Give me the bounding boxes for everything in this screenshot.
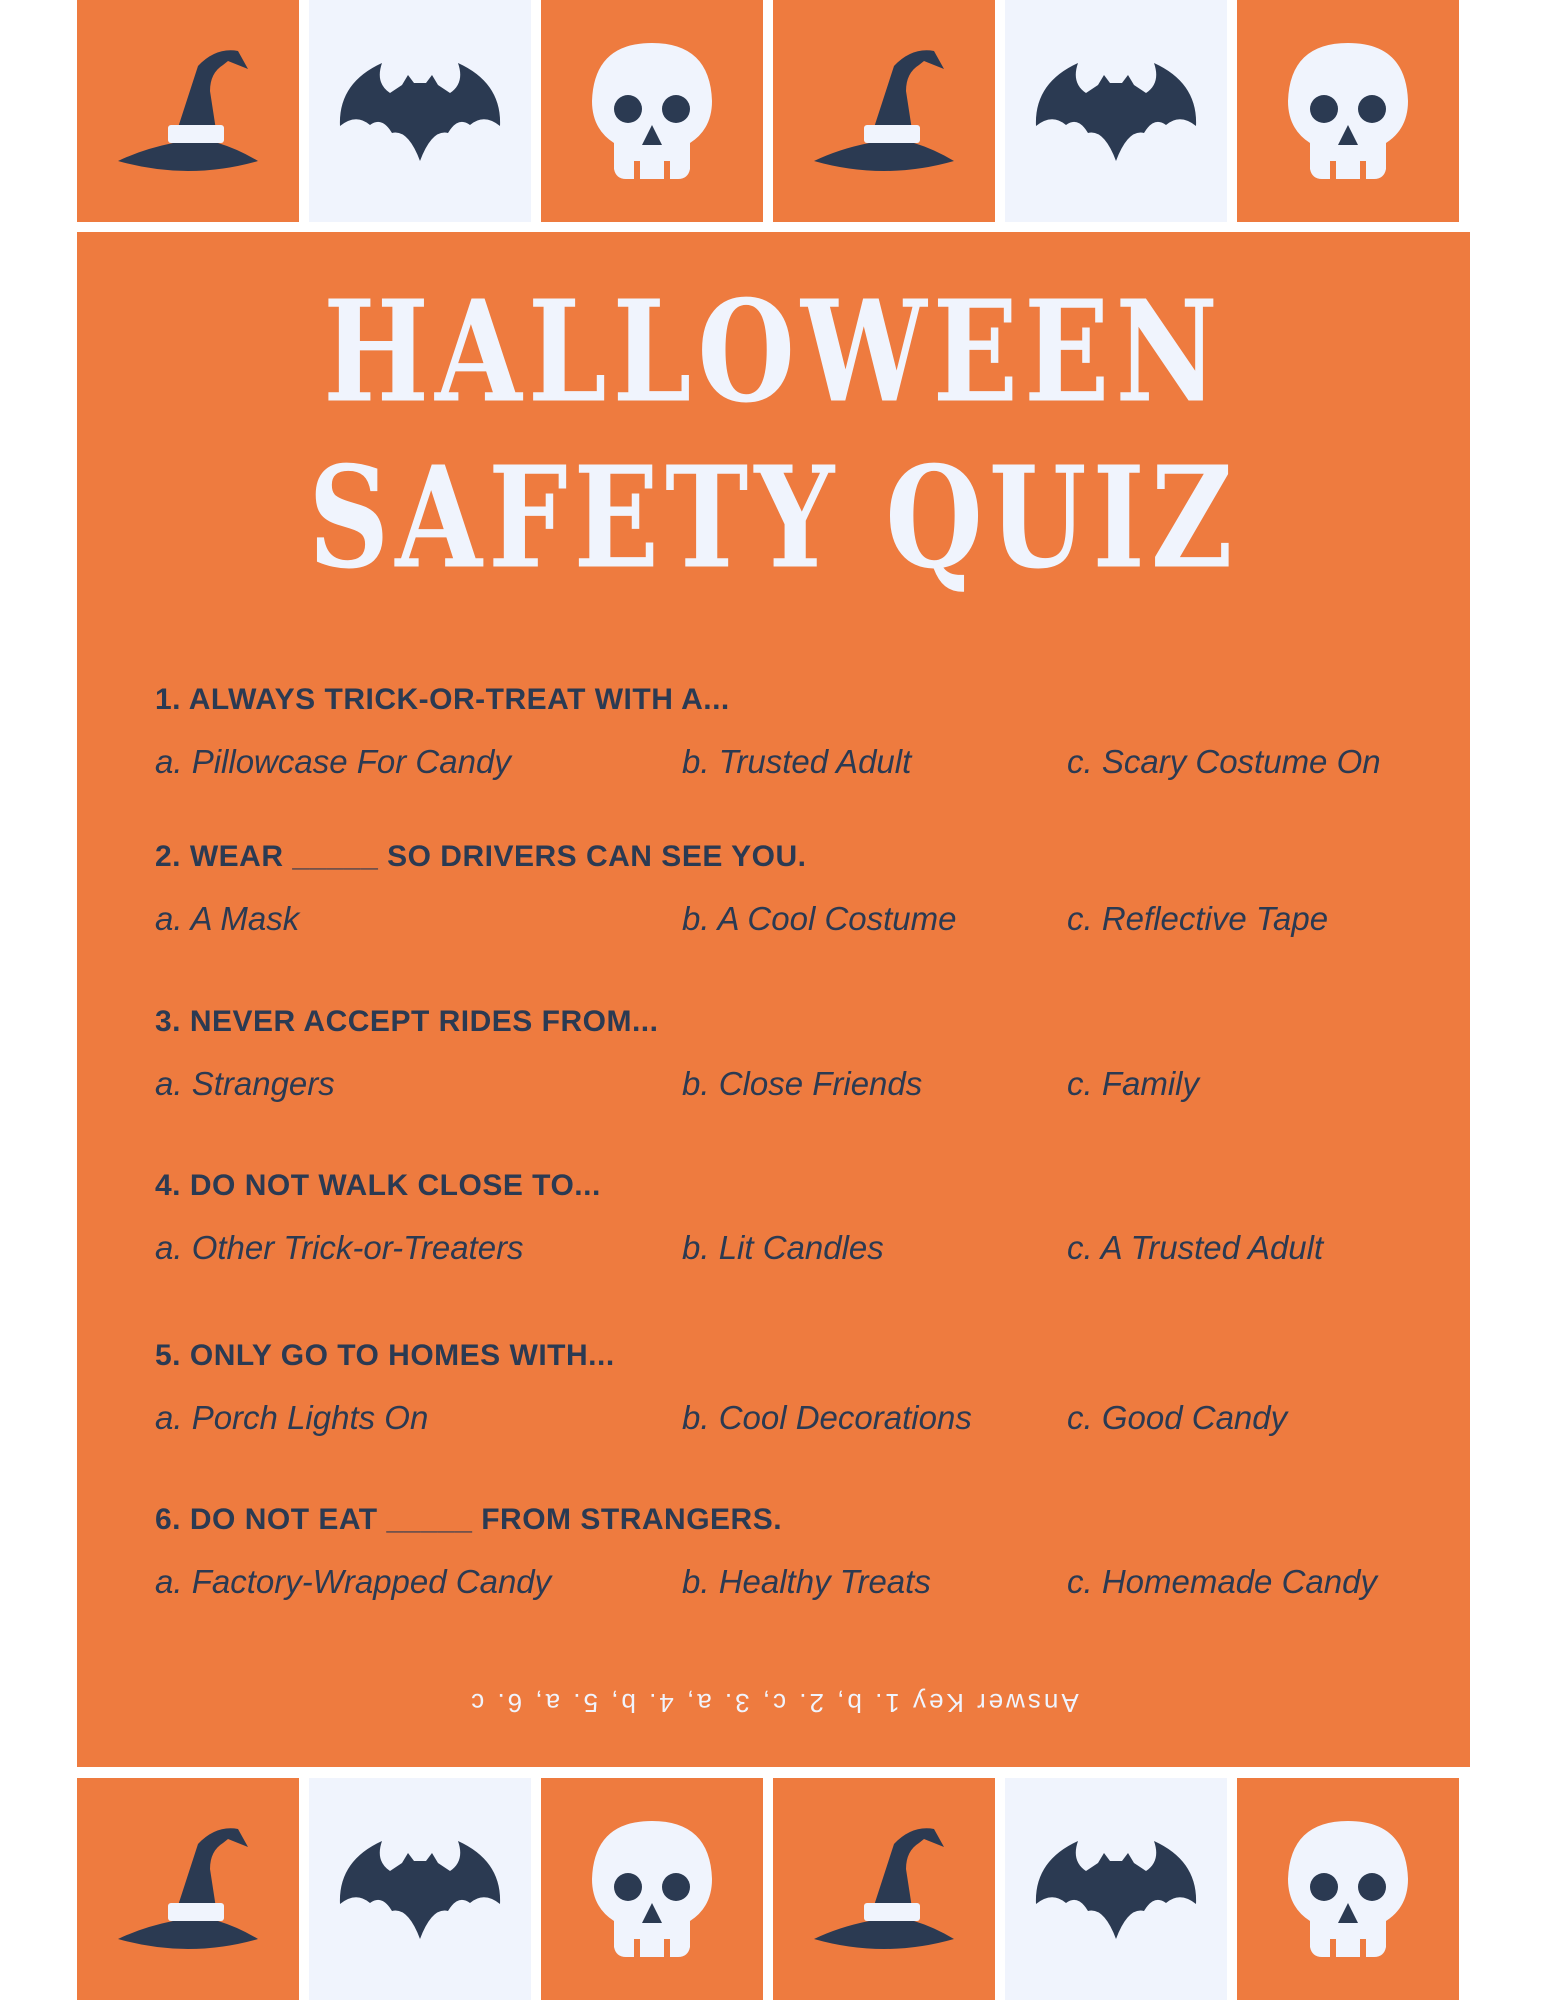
question-prompt: 6. DO NOT EAT _____ FROM STRANGERS. — [155, 1503, 783, 1536]
option-c: c. Family — [1067, 1065, 1199, 1102]
option-a: a. Pillowcase For Candy — [155, 743, 511, 780]
tile-bat — [1005, 1778, 1227, 2000]
question-prompt: 1. ALWAYS TRICK-OR-TREAT WITH A... — [155, 683, 730, 716]
option-c: c. Homemade Candy — [1067, 1563, 1377, 1600]
question-5 — [155, 1336, 1425, 1442]
question-prompt: 5. ONLY GO TO HOMES WITH... — [155, 1339, 615, 1372]
option-a: a. Strangers — [155, 1065, 335, 1102]
option-b: b. Lit Candles — [682, 1229, 884, 1266]
bat-icon — [1026, 1799, 1206, 1979]
option-b: b. A Cool Costume — [682, 900, 957, 937]
question-prompt: 3. NEVER ACCEPT RIDES FROM... — [155, 1005, 659, 1038]
option-b: b. Healthy Treats — [682, 1563, 931, 1600]
bat-icon — [330, 21, 510, 201]
question-options — [155, 1060, 1425, 1108]
option-a: a. Porch Lights On — [155, 1399, 429, 1436]
question-4 — [155, 1166, 1425, 1272]
tile-witch-hat — [77, 0, 299, 222]
question-2 — [155, 837, 1425, 943]
quiz-panel — [77, 232, 1470, 1767]
tile-skull — [1237, 0, 1459, 222]
title-line-2: SAFETY QUIZ — [308, 436, 1239, 601]
skull-icon — [562, 21, 742, 201]
option-c: c. A Trusted Adult — [1067, 1229, 1324, 1266]
witch-hat-icon — [98, 21, 278, 201]
question-options — [155, 1394, 1425, 1442]
title-line-1: HALLOWEEN — [323, 270, 1224, 435]
tile-witch-hat — [77, 1778, 299, 2000]
bat-icon — [1026, 21, 1206, 201]
question-options — [155, 1224, 1425, 1272]
question-6 — [155, 1500, 1425, 1606]
tile-witch-hat — [773, 0, 995, 222]
option-b: b. Close Friends — [682, 1065, 923, 1102]
option-a: a. Factory-Wrapped Candy — [155, 1563, 552, 1600]
option-c: c. Reflective Tape — [1067, 900, 1329, 937]
tile-bat — [1005, 0, 1227, 222]
question-options — [155, 1558, 1425, 1606]
witch-hat-icon — [794, 1799, 974, 1979]
option-b: b. Cool Decorations — [682, 1399, 972, 1436]
option-a: a. A Mask — [155, 900, 300, 937]
skull-icon — [562, 1799, 742, 1979]
tile-skull — [1237, 1778, 1459, 2000]
skull-icon — [1258, 21, 1438, 201]
question-prompt: 2. WEAR _____ SO DRIVERS CAN SEE YOU. — [155, 840, 807, 873]
witch-hat-icon — [98, 1799, 278, 1979]
question-options — [155, 738, 1425, 786]
tile-bat — [309, 0, 531, 222]
tile-bat — [309, 1778, 531, 2000]
tile-skull — [541, 1778, 763, 2000]
top-border — [0, 0, 1545, 222]
option-c: c. Scary Costume On — [1067, 743, 1381, 780]
answer-key: Answer Key 1. b, 2. c, 3. a, 4. b, 5. a, 6. c — [468, 1688, 1079, 1718]
question-1 — [155, 680, 1425, 786]
question-3 — [155, 1002, 1425, 1108]
option-a: a. Other Trick-or-Treaters — [155, 1229, 524, 1266]
bat-icon — [330, 1799, 510, 1979]
bottom-border — [0, 1778, 1545, 2000]
option-c: c. Good Candy — [1067, 1399, 1288, 1436]
question-options — [155, 895, 1425, 943]
tile-witch-hat — [773, 1778, 995, 2000]
skull-icon — [1258, 1799, 1438, 1979]
witch-hat-icon — [794, 21, 974, 201]
question-prompt: 4. DO NOT WALK CLOSE TO... — [155, 1169, 601, 1202]
tile-skull — [541, 0, 763, 222]
option-b: b. Trusted Adult — [682, 743, 912, 780]
